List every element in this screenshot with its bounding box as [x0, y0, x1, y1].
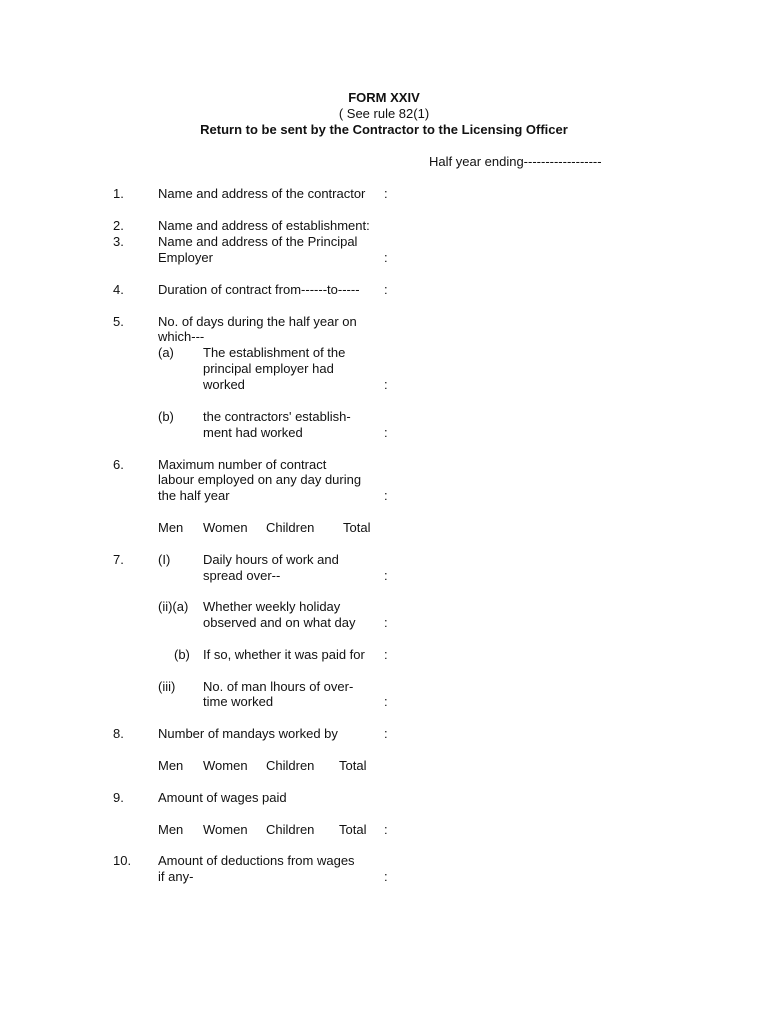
colon-separator: :: [384, 647, 388, 662]
sub-item-label: (b): [158, 409, 174, 424]
form-number: FORM XXIV: [348, 90, 420, 105]
item-label: Name and address of establishment:: [158, 218, 370, 233]
colon-separator: :: [384, 425, 388, 440]
item-label: which---: [158, 329, 205, 344]
item-label: Amount of wages paid: [158, 790, 287, 805]
column-women: Women: [203, 758, 248, 773]
colon-separator: :: [384, 568, 388, 583]
column-women: Women: [203, 822, 248, 837]
column-men: Men: [158, 758, 184, 773]
sub-item-label: (ii)(a): [158, 599, 189, 614]
column-total: Total: [339, 758, 367, 773]
sub-item-text: Whether weekly holiday: [203, 599, 341, 614]
colon-separator: :: [384, 694, 388, 709]
item-label: if any-: [158, 869, 194, 884]
item-number: 3.: [113, 234, 124, 249]
colon-separator: :: [384, 869, 388, 884]
sub-item-text: principal employer had: [203, 361, 334, 376]
item-number: 4.: [113, 282, 124, 297]
column-children: Children: [266, 758, 315, 773]
item-label: Amount of deductions from wages: [158, 853, 355, 868]
sub-item-text: time worked: [203, 694, 274, 709]
sub-item-text: If so, whether it was paid for: [203, 647, 365, 662]
sub-item-label: (iii): [158, 679, 176, 694]
colon-separator: :: [384, 822, 388, 837]
sub-item-text: observed and on what day: [203, 615, 356, 630]
item-number: 9.: [113, 790, 124, 805]
column-total: Total: [339, 822, 367, 837]
colon-separator: :: [384, 377, 388, 392]
sub-item-text: the contractors' establish-: [203, 409, 351, 424]
column-men: Men: [158, 822, 184, 837]
colon-separator: :: [384, 615, 388, 630]
item-label: Name and address of the contractor: [158, 186, 366, 201]
sub-item-label: (b): [174, 647, 190, 662]
sub-item-text: ment had worked: [203, 425, 303, 440]
item-number: 8.: [113, 726, 124, 741]
item-number: 6.: [113, 457, 124, 472]
colon-separator: :: [384, 282, 388, 297]
column-men: Men: [158, 520, 184, 535]
item-label: labour employed on any day during: [158, 472, 362, 487]
form-title: Return to be sent by the Contractor to the Licensing Officer: [200, 122, 568, 137]
column-children: Children: [266, 520, 315, 535]
colon-separator: :: [384, 488, 388, 503]
sub-item-label: (a): [158, 345, 174, 360]
sub-item-text: No. of man lhours of over-: [203, 679, 354, 694]
column-total: Total: [343, 520, 371, 535]
sub-item-text: The establishment of the: [203, 345, 346, 360]
item-number: 10.: [113, 853, 132, 868]
colon-separator: :: [384, 186, 388, 201]
item-label: Maximum number of contract: [158, 457, 327, 472]
item-label: No. of days during the half year on: [158, 314, 357, 329]
sub-item-label: (I): [158, 552, 171, 567]
item-number: 7.: [113, 552, 124, 567]
item-label: Employer: [158, 250, 213, 265]
half-year-ending: Half year ending------------------: [429, 154, 602, 169]
item-label: the half year: [158, 488, 230, 503]
item-number: 2.: [113, 218, 124, 233]
sub-item-text: spread over--: [203, 568, 281, 583]
item-number: 1.: [113, 186, 124, 201]
item-label: Name and address of the Principal: [158, 234, 358, 249]
colon-separator: :: [384, 726, 388, 741]
item-label: Duration of contract from------to-----: [158, 282, 360, 297]
item-number: 5.: [113, 314, 124, 329]
colon-separator: :: [384, 250, 388, 265]
sub-item-text: Daily hours of work and: [203, 552, 339, 567]
item-label: Number of mandays worked by: [158, 726, 338, 741]
column-children: Children: [266, 822, 315, 837]
rule-reference: ( See rule 82(1): [338, 106, 430, 121]
column-women: Women: [203, 520, 248, 535]
sub-item-text: worked: [203, 377, 245, 392]
